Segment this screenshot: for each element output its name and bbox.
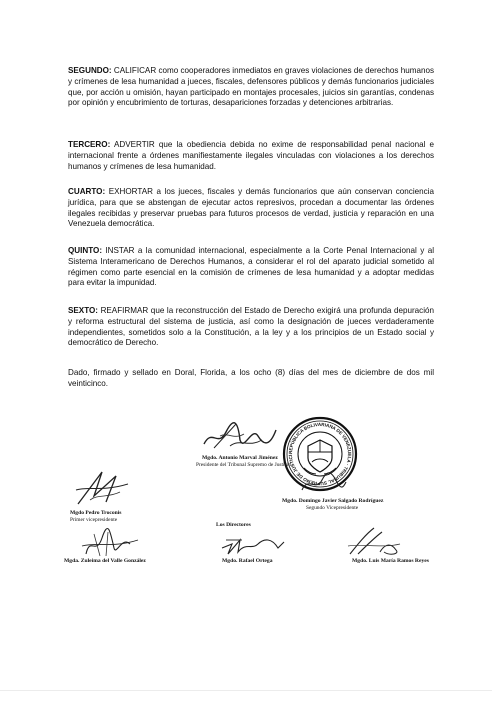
president-role: Presidente del Tribunal Supremo de Justicia: [196, 462, 291, 468]
directors-heading: Los Directores: [216, 522, 251, 528]
paragraph-label: SEGUNDO:: [68, 66, 112, 75]
president-signature: [200, 418, 280, 454]
first-vp-role: Primer vicepresidente: [70, 517, 118, 523]
first-vp-name: Mgdo Pedro Troconis: [70, 510, 122, 516]
paragraph-text: INSTAR a la comunidad internacional, especialmente a la Corte Penal Internacional y al Sistema Interamericano de Derechos Humanos, a considerar el rol del aparato judicial sometido al régimen como parte esencial en la comisión de crímenes de lesa humanidad y a adoptar medidas para evitar la impunidad.: [68, 246, 434, 288]
director-1-signature: [80, 526, 140, 560]
director-1-name: Mgda. Zuleima del Valle González: [64, 558, 146, 564]
paragraph-cuarto: [68, 187, 434, 230]
second-vp-name: Mgdo. Domingo Javier Salgado Rodríguez: [282, 498, 384, 504]
paragraph-label: QUINTO:: [68, 246, 103, 255]
paragraph-tercero: [68, 140, 434, 172]
paragraph-label: SEXTO:: [68, 306, 98, 315]
paragraph-sexto: [68, 306, 434, 349]
second-vp-role: Segundo Vicepresidente: [306, 505, 359, 511]
paragraph-segundo: [68, 66, 434, 109]
paragraph-label: TERCERO:: [68, 140, 111, 149]
page-bottom-edge: [0, 690, 492, 691]
director-3-signature: [344, 524, 404, 558]
paragraph-quinto: [68, 246, 434, 289]
first-vp-signature: [72, 468, 132, 508]
president-name: Mgdo. Antonio Marval Jiménez: [202, 455, 278, 461]
signature-block: [60, 418, 440, 586]
director-3-name: Mgdo. Luis María Ramos Reyes: [352, 558, 429, 564]
paragraph-text: REAFIRMAR que la reconstrucción del Estado de Derecho exigirá una profunda depuración y reforma estructural del sistema de justicia, así como la designación de jueces verdaderamente independientes, sometidos solo a la Constitución, a la ley y a los principios de un Estado social y democrático de Derecho.: [68, 306, 434, 348]
seal-text: REPÚBLICA BOLIVARIANA DE VENEZUELA · TRIBUNAL SUPREMO DE JUSTICI: [287, 421, 353, 487]
second-vp-signature: [298, 470, 348, 496]
paragraph-text: ADVERTIR que la obediencia debida no exime de responsabilidad penal nacional e internacional frente a órdenes manifiestamente ilegales vinculadas con violaciones a los derechos humanos y crímenes de lesa humanidad.: [68, 140, 434, 171]
director-2-signature: [218, 534, 288, 556]
director-2-name: Mgdo. Rafael Ortega: [222, 558, 273, 564]
paragraph-text: EXHORTAR a los jueces, fiscales y demás funcionarios que aún conservan conciencia jurídica, para que se abstengan de ejecutar actos represivos, procedan a documentar las órdenes ilegales recibidas y preservar pruebas para futuros procesos de verdad, justicia y reparación en una Venezuela democrática.: [68, 187, 434, 229]
closing-statement: Dado, firmado y sellado en Doral, Florida, a los ocho (8) días del mes de diciembre de dos mil veinticinco.: [68, 368, 434, 388]
paragraph-text: CALIFICAR como cooperadores inmediatos en graves violaciones de derechos humanos y crímenes de lesa humanidad a jueces, fiscales, defensores públicos y demás funcionarios judiciales que, por acción u omisión, hayan participado en montajes procesales, juicios sin garantías, condenas por opinión y encubrimiento de torturas, desapariciones forzadas y detenciones arbitrarias.: [68, 66, 434, 108]
paragraph-label: CUARTO:: [68, 187, 106, 196]
